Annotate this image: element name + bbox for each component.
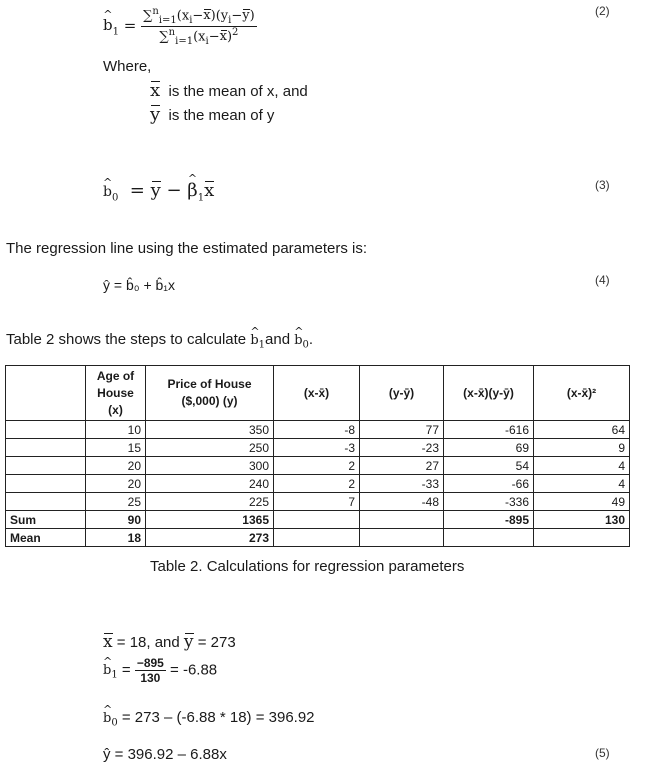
table-cell: 300	[146, 457, 274, 475]
equation-number-3: (3)	[595, 178, 610, 192]
table-row	[6, 421, 630, 439]
table-cell: Sum	[6, 511, 86, 529]
table-cell	[274, 511, 360, 529]
regression-line-paragraph: The regression line using the estimated parameters is:	[6, 240, 368, 257]
table-cell: -66	[444, 475, 534, 493]
table-header-cell: (x-x̄)	[274, 366, 360, 421]
table-header-cell: Price of House ($,000) (y)	[146, 366, 274, 421]
b1-result: ^ $b_1$ = $\frac{-895}{130}$ = -6.88	[103, 656, 217, 685]
table-cell: 225	[146, 493, 274, 511]
table-cell: 49	[534, 493, 630, 511]
table-cell	[6, 439, 86, 457]
table-header-cell	[6, 366, 86, 421]
table-cell: -23	[360, 439, 444, 457]
table-cell: 77	[360, 421, 444, 439]
table-cell: 54	[444, 457, 534, 475]
table-cell: 90	[86, 511, 146, 529]
equation-number-2: (2)	[595, 4, 610, 18]
table-row	[6, 493, 630, 511]
table-cell	[360, 511, 444, 529]
table-cell: -8	[274, 421, 360, 439]
calculation-table	[5, 365, 630, 547]
table-cell: 4	[534, 475, 630, 493]
table-cell: 1365	[146, 511, 274, 529]
table-cell: -33	[360, 475, 444, 493]
table-cell: 240	[146, 475, 274, 493]
table-cell: 10	[86, 421, 146, 439]
table-cell	[6, 493, 86, 511]
means-line: x = 18, and y = 273	[103, 632, 236, 652]
table-cell: 27	[360, 457, 444, 475]
table-sum-row	[6, 511, 630, 529]
table-row	[6, 457, 630, 475]
table-cell: -616	[444, 421, 534, 439]
table-cell: -336	[444, 493, 534, 511]
ybar-symbol: y	[150, 104, 161, 125]
table-cell	[274, 529, 360, 547]
table-cell: 20	[86, 457, 146, 475]
table-cell: -48	[360, 493, 444, 511]
table-row	[6, 439, 630, 457]
equation-number-4: (4)	[595, 273, 610, 287]
table-header-cell: (x-x̄)(y-ȳ)	[444, 366, 534, 421]
table-cell	[360, 529, 444, 547]
table-header-cell: (x-x̄)²	[534, 366, 630, 421]
table-cell: 350	[146, 421, 274, 439]
table-cell: Mean	[6, 529, 86, 547]
table-cell: 20	[86, 475, 146, 493]
table-cell: 130	[534, 511, 630, 529]
table-cell	[534, 529, 630, 547]
xbar-symbol: x	[150, 80, 161, 101]
equation-3: ^ $b_0 = y$ − ^ $\beta_1x$	[103, 180, 214, 204]
table-row	[6, 475, 630, 493]
table-intro-paragraph: Table 2 shows the steps to calculate ^ $b_1and$ ^ $b_0$.	[6, 331, 313, 351]
table-caption: Table 2. Calculations for regression parameters	[150, 558, 465, 575]
table-cell: 9	[534, 439, 630, 457]
table-cell: 2	[274, 457, 360, 475]
table-cell: 273	[146, 529, 274, 547]
table-header-cell: Age of House (x)	[86, 366, 146, 421]
equation-4: ŷ = b̂₀ + b̂₁x	[103, 277, 176, 293]
table-cell: 25	[86, 493, 146, 511]
table-cell	[6, 457, 86, 475]
table-cell: 15	[86, 439, 146, 457]
table-header-row	[6, 366, 630, 421]
equation-number-5: (5)	[595, 746, 610, 760]
equation-2: ^ $b_1$ = $\frac{\sum^n_{i=1}(x_i-x)(y_i-y)}{\sum^n_{i=1}(x_i-x)^2}$	[103, 6, 257, 47]
table-mean-row	[6, 529, 630, 547]
table-header-cell: (y-ȳ)	[360, 366, 444, 421]
table-cell: 7	[274, 493, 360, 511]
table-cell: -3	[274, 439, 360, 457]
xbar-definition: x is the mean of x, and	[150, 80, 308, 101]
ybar-definition: y is the mean of y	[150, 104, 275, 125]
table-cell	[6, 421, 86, 439]
table-cell: 4	[534, 457, 630, 475]
table-cell	[444, 529, 534, 547]
table-cell: 64	[534, 421, 630, 439]
table-cell: 69	[444, 439, 534, 457]
final-equation: ŷ = 396.92 – 6.88x	[103, 746, 227, 763]
b0-result: ^ $b_0 = 273 - (-6.88 * 18) = 396.92$	[103, 709, 315, 729]
table-cell	[6, 475, 86, 493]
table-cell: 250	[146, 439, 274, 457]
table-cell: 18	[86, 529, 146, 547]
where-label: Where,	[103, 58, 152, 75]
table-cell: -895	[444, 511, 534, 529]
table-cell: 2	[274, 475, 360, 493]
